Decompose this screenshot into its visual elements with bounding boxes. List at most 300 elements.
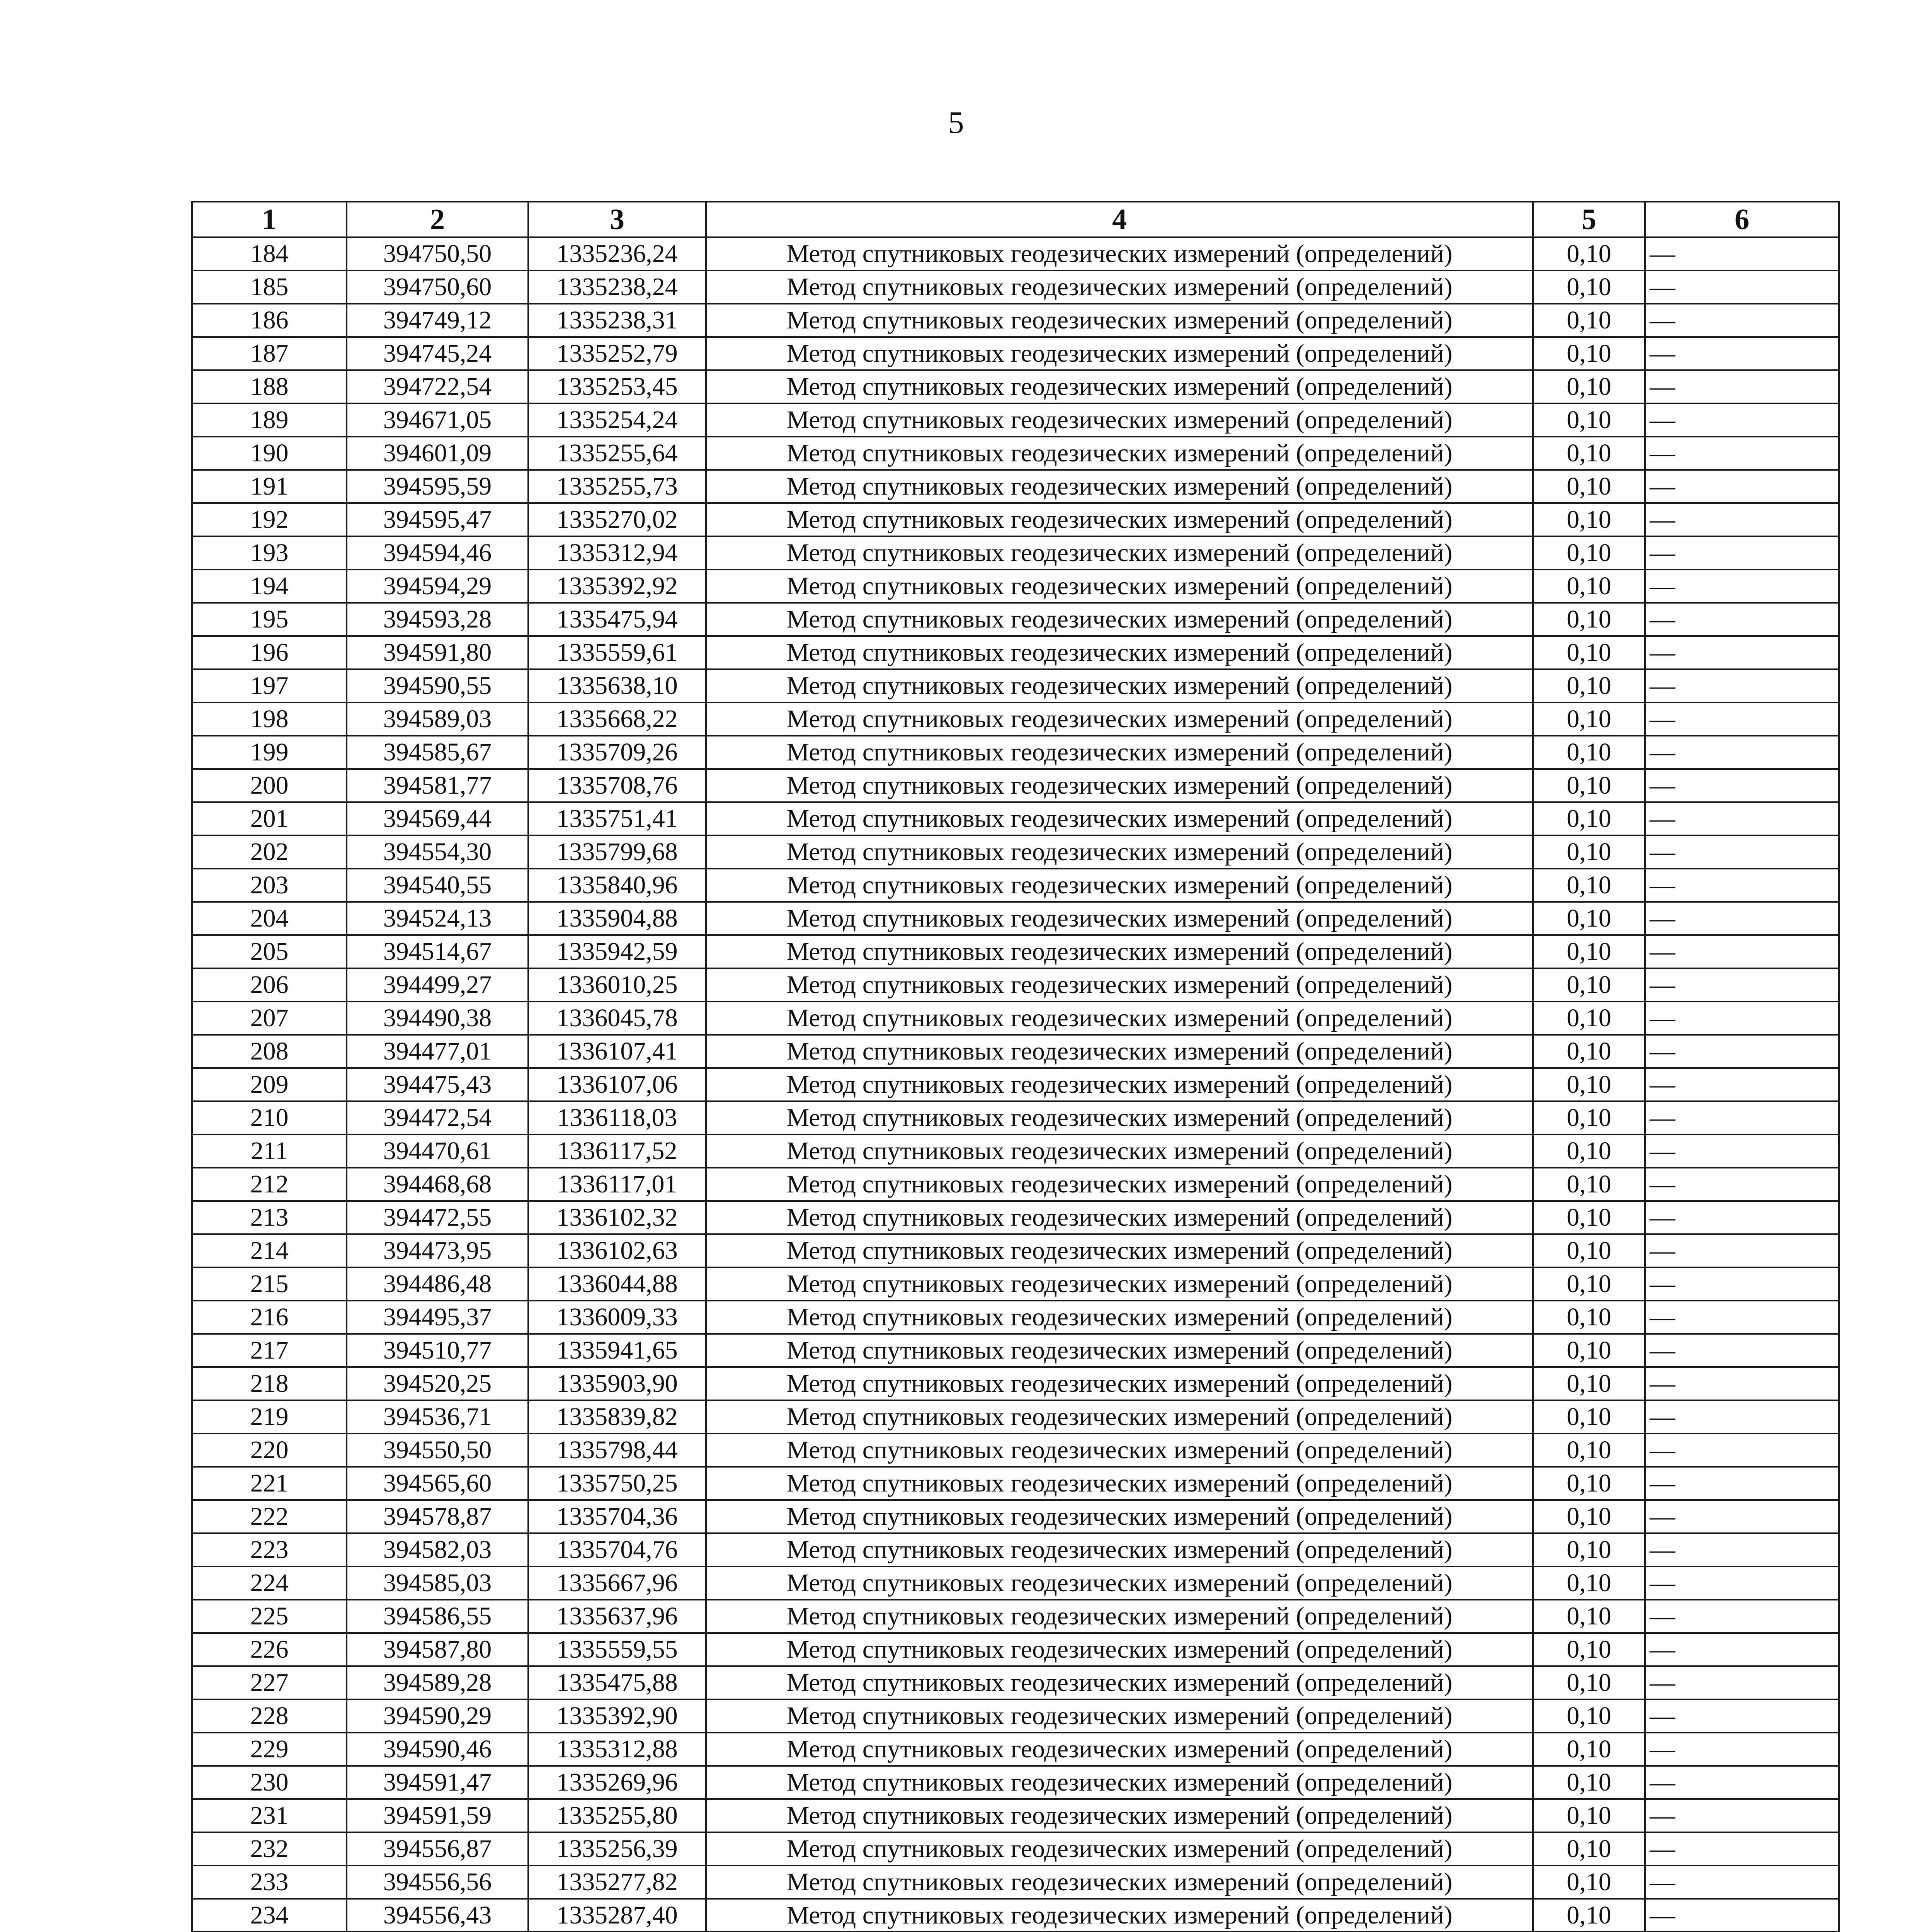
method-cell: Метод спутниковых геодезических измерений (определений) <box>706 1035 1533 1068</box>
table-row <box>192 1633 1839 1666</box>
method-cell: Метод спутниковых геодезических измерений (определений) <box>706 1766 1533 1799</box>
table-row <box>192 869 1839 902</box>
description-cell: — <box>1645 1766 1839 1799</box>
description-cell: — <box>1645 370 1839 403</box>
accuracy-cell: 0,10 <box>1533 1101 1645 1134</box>
point-number-cell: 205 <box>192 935 347 968</box>
table-body <box>192 237 1839 1932</box>
method-cell: Метод спутниковых геодезических измерений (определений) <box>706 370 1533 403</box>
method-cell: Метод спутниковых геодезических измерений (определений) <box>706 802 1533 835</box>
x-coordinate-cell: 394524,13 <box>347 902 528 935</box>
description-cell: — <box>1645 1699 1839 1733</box>
x-coordinate-cell: 394586,55 <box>347 1600 528 1633</box>
accuracy-cell: 0,10 <box>1533 1899 1645 1932</box>
method-cell: Метод спутниковых геодезических измерений (определений) <box>706 1002 1533 1035</box>
table-row <box>192 1799 1839 1832</box>
accuracy-cell: 0,10 <box>1533 835 1645 869</box>
description-cell: — <box>1645 1799 1839 1832</box>
point-number-cell: 220 <box>192 1434 347 1467</box>
accuracy-cell: 0,10 <box>1533 968 1645 1002</box>
table-row <box>192 304 1839 337</box>
x-coordinate-cell: 394585,67 <box>347 736 528 769</box>
point-number-cell: 217 <box>192 1334 347 1367</box>
point-number-cell: 194 <box>192 570 347 603</box>
accuracy-cell: 0,10 <box>1533 1434 1645 1467</box>
method-cell: Метод спутниковых геодезических измерений (определений) <box>706 1101 1533 1134</box>
method-cell: Метод спутниковых геодезических измерений (определений) <box>706 570 1533 603</box>
accuracy-cell: 0,10 <box>1533 270 1645 304</box>
description-cell: — <box>1645 669 1839 702</box>
header-row <box>192 202 1839 237</box>
point-number-cell: 227 <box>192 1666 347 1699</box>
description-cell: — <box>1645 503 1839 536</box>
table-row <box>192 1467 1839 1500</box>
description-cell: — <box>1645 1600 1839 1633</box>
point-number-cell: 190 <box>192 437 347 470</box>
point-number-cell: 186 <box>192 304 347 337</box>
table-row <box>192 237 1839 270</box>
y-coordinate-cell: 1335269,96 <box>528 1766 706 1799</box>
x-coordinate-cell: 394589,28 <box>347 1666 528 1699</box>
x-coordinate-cell: 394490,38 <box>347 1002 528 1035</box>
table-row <box>192 835 1839 869</box>
x-coordinate-cell: 394477,01 <box>347 1035 528 1068</box>
point-number-cell: 188 <box>192 370 347 403</box>
method-cell: Метод спутниковых геодезических измерений (определений) <box>706 1434 1533 1467</box>
method-cell: Метод спутниковых геодезических измерений (определений) <box>706 1866 1533 1899</box>
table-row <box>192 968 1839 1002</box>
y-coordinate-cell: 1335903,90 <box>528 1367 706 1400</box>
header-col-5: 5 <box>1533 202 1645 237</box>
point-number-cell: 197 <box>192 669 347 702</box>
table-row <box>192 1866 1839 1899</box>
accuracy-cell: 0,10 <box>1533 1866 1645 1899</box>
accuracy-cell: 0,10 <box>1533 237 1645 270</box>
y-coordinate-cell: 1336117,52 <box>528 1134 706 1168</box>
y-coordinate-cell: 1335312,94 <box>528 536 706 570</box>
x-coordinate-cell: 394750,50 <box>347 237 528 270</box>
point-number-cell: 226 <box>192 1633 347 1666</box>
x-coordinate-cell: 394486,48 <box>347 1267 528 1301</box>
point-number-cell: 200 <box>192 769 347 802</box>
method-cell: Метод спутниковых геодезических измерений (определений) <box>706 902 1533 935</box>
method-cell: Метод спутниковых геодезических измерений (определений) <box>706 1533 1533 1566</box>
point-number-cell: 195 <box>192 603 347 636</box>
description-cell: — <box>1645 1168 1839 1201</box>
accuracy-cell: 0,10 <box>1533 736 1645 769</box>
accuracy-cell: 0,10 <box>1533 1134 1645 1168</box>
table-row <box>192 1533 1839 1566</box>
point-number-cell: 213 <box>192 1201 347 1234</box>
description-cell: — <box>1645 304 1839 337</box>
point-number-cell: 185 <box>192 270 347 304</box>
point-number-cell: 234 <box>192 1899 347 1932</box>
accuracy-cell: 0,10 <box>1533 935 1645 968</box>
method-cell: Метод спутниковых геодезических измерений (определений) <box>706 935 1533 968</box>
y-coordinate-cell: 1335559,55 <box>528 1633 706 1666</box>
point-number-cell: 207 <box>192 1002 347 1035</box>
x-coordinate-cell: 394585,03 <box>347 1566 528 1600</box>
method-cell: Метод спутниковых геодезических измерений (определений) <box>706 702 1533 736</box>
x-coordinate-cell: 394722,54 <box>347 370 528 403</box>
accuracy-cell: 0,10 <box>1533 1467 1645 1500</box>
method-cell: Метод спутниковых геодезических измерений (определений) <box>706 437 1533 470</box>
table-row <box>192 1832 1839 1866</box>
x-coordinate-cell: 394594,46 <box>347 536 528 570</box>
y-coordinate-cell: 1335840,96 <box>528 869 706 902</box>
y-coordinate-cell: 1335750,25 <box>528 1467 706 1500</box>
table-row <box>192 1068 1839 1101</box>
description-cell: — <box>1645 869 1839 902</box>
method-cell: Метод спутниковых геодезических измерений (определений) <box>706 1566 1533 1600</box>
y-coordinate-cell: 1335668,22 <box>528 702 706 736</box>
y-coordinate-cell: 1335256,39 <box>528 1832 706 1866</box>
x-coordinate-cell: 394590,55 <box>347 669 528 702</box>
description-cell: — <box>1645 536 1839 570</box>
y-coordinate-cell: 1335798,44 <box>528 1434 706 1467</box>
table-row <box>192 1134 1839 1168</box>
table-row <box>192 570 1839 603</box>
x-coordinate-cell: 394578,87 <box>347 1500 528 1533</box>
x-coordinate-cell: 394472,55 <box>347 1201 528 1234</box>
y-coordinate-cell: 1335254,24 <box>528 403 706 437</box>
x-coordinate-cell: 394556,56 <box>347 1866 528 1899</box>
method-cell: Метод спутниковых геодезических измерений (определений) <box>706 470 1533 503</box>
accuracy-cell: 0,10 <box>1533 403 1645 437</box>
point-number-cell: 230 <box>192 1766 347 1799</box>
description-cell: — <box>1645 1134 1839 1168</box>
point-number-cell: 192 <box>192 503 347 536</box>
y-coordinate-cell: 1336102,32 <box>528 1201 706 1234</box>
x-coordinate-cell: 394514,67 <box>347 935 528 968</box>
table-row <box>192 536 1839 570</box>
table-row <box>192 1234 1839 1267</box>
x-coordinate-cell: 394589,03 <box>347 702 528 736</box>
accuracy-cell: 0,10 <box>1533 636 1645 669</box>
description-cell: — <box>1645 1267 1839 1301</box>
y-coordinate-cell: 1335252,79 <box>528 337 706 370</box>
table-row <box>192 270 1839 304</box>
accuracy-cell: 0,10 <box>1533 1068 1645 1101</box>
description-cell: — <box>1645 1467 1839 1500</box>
y-coordinate-cell: 1335667,96 <box>528 1566 706 1600</box>
accuracy-cell: 0,10 <box>1533 1234 1645 1267</box>
y-coordinate-cell: 1335255,80 <box>528 1799 706 1832</box>
table-row <box>192 503 1839 536</box>
y-coordinate-cell: 1335270,02 <box>528 503 706 536</box>
point-number-cell: 204 <box>192 902 347 935</box>
method-cell: Метод спутниковых геодезических измерений (определений) <box>706 403 1533 437</box>
y-coordinate-cell: 1336117,01 <box>528 1168 706 1201</box>
header-col-4: 4 <box>706 202 1533 237</box>
y-coordinate-cell: 1335312,88 <box>528 1733 706 1766</box>
x-coordinate-cell: 394587,80 <box>347 1633 528 1666</box>
table-row <box>192 769 1839 802</box>
point-number-cell: 210 <box>192 1101 347 1134</box>
y-coordinate-cell: 1335904,88 <box>528 902 706 935</box>
page-number: 5 <box>948 105 964 140</box>
point-number-cell: 199 <box>192 736 347 769</box>
point-number-cell: 191 <box>192 470 347 503</box>
description-cell: — <box>1645 570 1839 603</box>
point-number-cell: 218 <box>192 1367 347 1400</box>
point-number-cell: 228 <box>192 1699 347 1733</box>
x-coordinate-cell: 394536,71 <box>347 1400 528 1434</box>
point-number-cell: 233 <box>192 1866 347 1899</box>
x-coordinate-cell: 394594,29 <box>347 570 528 603</box>
accuracy-cell: 0,10 <box>1533 1766 1645 1799</box>
accuracy-cell: 0,10 <box>1533 1566 1645 1600</box>
description-cell: — <box>1645 1367 1839 1400</box>
description-cell: — <box>1645 237 1839 270</box>
accuracy-cell: 0,10 <box>1533 1533 1645 1566</box>
description-cell: — <box>1645 1633 1839 1666</box>
method-cell: Метод спутниковых геодезических измерений (определений) <box>706 869 1533 902</box>
x-coordinate-cell: 394745,24 <box>347 337 528 370</box>
table-row <box>192 470 1839 503</box>
description-cell: — <box>1645 1566 1839 1600</box>
table-row <box>192 403 1839 437</box>
accuracy-cell: 0,10 <box>1533 1500 1645 1533</box>
y-coordinate-cell: 1335392,90 <box>528 1699 706 1733</box>
accuracy-cell: 0,10 <box>1533 769 1645 802</box>
table-row <box>192 935 1839 968</box>
description-cell: — <box>1645 1832 1839 1866</box>
point-number-cell: 208 <box>192 1035 347 1068</box>
accuracy-cell: 0,10 <box>1533 1832 1645 1866</box>
table-row <box>192 1500 1839 1533</box>
description-cell: — <box>1645 1400 1839 1434</box>
point-number-cell: 209 <box>192 1068 347 1101</box>
y-coordinate-cell: 1336107,41 <box>528 1035 706 1068</box>
x-coordinate-cell: 394550,50 <box>347 1434 528 1467</box>
description-cell: — <box>1645 935 1839 968</box>
table-row <box>192 902 1839 935</box>
accuracy-cell: 0,10 <box>1533 1699 1645 1733</box>
description-cell: — <box>1645 1434 1839 1467</box>
table-row <box>192 1334 1839 1367</box>
method-cell: Метод спутниковых геодезических измерений (определений) <box>706 503 1533 536</box>
point-number-cell: 219 <box>192 1400 347 1434</box>
method-cell: Метод спутниковых геодезических измерений (определений) <box>706 304 1533 337</box>
y-coordinate-cell: 1335637,96 <box>528 1600 706 1633</box>
x-coordinate-cell: 394495,37 <box>347 1301 528 1334</box>
y-coordinate-cell: 1336045,78 <box>528 1002 706 1035</box>
point-number-cell: 212 <box>192 1168 347 1201</box>
description-cell: — <box>1645 968 1839 1002</box>
accuracy-cell: 0,10 <box>1533 1799 1645 1832</box>
x-coordinate-cell: 394540,55 <box>347 869 528 902</box>
point-number-cell: 184 <box>192 237 347 270</box>
method-cell: Метод спутниковых геодезических измерений (определений) <box>706 1832 1533 1866</box>
table-row <box>192 1766 1839 1799</box>
accuracy-cell: 0,10 <box>1533 1301 1645 1334</box>
point-number-cell: 223 <box>192 1533 347 1566</box>
table-row <box>192 1733 1839 1766</box>
x-coordinate-cell: 394591,47 <box>347 1766 528 1799</box>
x-coordinate-cell: 394520,25 <box>347 1367 528 1400</box>
description-cell: — <box>1645 636 1839 669</box>
description-cell: — <box>1645 1201 1839 1234</box>
y-coordinate-cell: 1335253,45 <box>528 370 706 403</box>
y-coordinate-cell: 1335238,31 <box>528 304 706 337</box>
x-coordinate-cell: 394556,87 <box>347 1832 528 1866</box>
table-row <box>192 1201 1839 1234</box>
accuracy-cell: 0,10 <box>1533 337 1645 370</box>
method-cell: Метод спутниковых геодезических измерений (определений) <box>706 1733 1533 1766</box>
point-number-cell: 206 <box>192 968 347 1002</box>
table-row <box>192 1267 1839 1301</box>
y-coordinate-cell: 1335799,68 <box>528 835 706 869</box>
description-cell: — <box>1645 470 1839 503</box>
x-coordinate-cell: 394473,95 <box>347 1234 528 1267</box>
accuracy-cell: 0,10 <box>1533 1168 1645 1201</box>
table-row <box>192 669 1839 702</box>
y-coordinate-cell: 1335236,24 <box>528 237 706 270</box>
y-coordinate-cell: 1335709,26 <box>528 736 706 769</box>
x-coordinate-cell: 394750,60 <box>347 270 528 304</box>
x-coordinate-cell: 394590,29 <box>347 1699 528 1733</box>
y-coordinate-cell: 1335751,41 <box>528 802 706 835</box>
x-coordinate-cell: 394472,54 <box>347 1101 528 1134</box>
point-number-cell: 224 <box>192 1566 347 1600</box>
accuracy-cell: 0,10 <box>1533 1400 1645 1434</box>
x-coordinate-cell: 394749,12 <box>347 304 528 337</box>
accuracy-cell: 0,10 <box>1533 1002 1645 1035</box>
table-row <box>192 1400 1839 1434</box>
accuracy-cell: 0,10 <box>1533 370 1645 403</box>
x-coordinate-cell: 394591,59 <box>347 1799 528 1832</box>
description-cell: — <box>1645 337 1839 370</box>
accuracy-cell: 0,10 <box>1533 902 1645 935</box>
method-cell: Метод спутниковых геодезических измерений (определений) <box>706 1400 1533 1434</box>
method-cell: Метод спутниковых геодезических измерений (определений) <box>706 1799 1533 1832</box>
point-number-cell: 222 <box>192 1500 347 1533</box>
table-row <box>192 1899 1839 1932</box>
method-cell: Метод спутниковых геодезических измерений (определений) <box>706 1699 1533 1733</box>
accuracy-cell: 0,10 <box>1533 802 1645 835</box>
description-cell: — <box>1645 403 1839 437</box>
description-cell: — <box>1645 702 1839 736</box>
method-cell: Метод спутниковых геодезических измерений (определений) <box>706 603 1533 636</box>
method-cell: Метод спутниковых геодезических измерений (определений) <box>706 536 1533 570</box>
y-coordinate-cell: 1335255,64 <box>528 437 706 470</box>
accuracy-cell: 0,10 <box>1533 570 1645 603</box>
description-cell: — <box>1645 736 1839 769</box>
coordinates-table <box>191 201 1840 1932</box>
y-coordinate-cell: 1336102,63 <box>528 1234 706 1267</box>
x-coordinate-cell: 394593,28 <box>347 603 528 636</box>
accuracy-cell: 0,10 <box>1533 304 1645 337</box>
description-cell: — <box>1645 835 1839 869</box>
y-coordinate-cell: 1336107,06 <box>528 1068 706 1101</box>
table-row <box>192 603 1839 636</box>
point-number-cell: 216 <box>192 1301 347 1334</box>
method-cell: Метод спутниковых геодезических измерений (определений) <box>706 669 1533 702</box>
point-number-cell: 214 <box>192 1234 347 1267</box>
description-cell: — <box>1645 1068 1839 1101</box>
y-coordinate-cell: 1336118,03 <box>528 1101 706 1134</box>
method-cell: Метод спутниковых геодезических измерений (определений) <box>706 1168 1533 1201</box>
table-row <box>192 736 1839 769</box>
method-cell: Метод спутниковых геодезических измерений (определений) <box>706 1234 1533 1267</box>
description-cell: — <box>1645 437 1839 470</box>
point-number-cell: 202 <box>192 835 347 869</box>
x-coordinate-cell: 394595,59 <box>347 470 528 503</box>
method-cell: Метод спутниковых геодезических измерений (определений) <box>706 1267 1533 1301</box>
point-number-cell: 231 <box>192 1799 347 1832</box>
method-cell: Метод спутниковых геодезических измерений (определений) <box>706 337 1533 370</box>
accuracy-cell: 0,10 <box>1533 1035 1645 1068</box>
table-row <box>192 1002 1839 1035</box>
table-row <box>192 1367 1839 1400</box>
table-row <box>192 1101 1839 1134</box>
method-cell: Метод спутниковых геодезических измерений (определений) <box>706 968 1533 1002</box>
y-coordinate-cell: 1336010,25 <box>528 968 706 1002</box>
method-cell: Метод спутниковых геодезических измерений (определений) <box>706 1334 1533 1367</box>
accuracy-cell: 0,10 <box>1533 1334 1645 1367</box>
header-col-3: 3 <box>528 202 706 237</box>
accuracy-cell: 0,10 <box>1533 437 1645 470</box>
y-coordinate-cell: 1335287,40 <box>528 1899 706 1932</box>
y-coordinate-cell: 1335708,76 <box>528 769 706 802</box>
y-coordinate-cell: 1335942,59 <box>528 935 706 968</box>
table-row <box>192 702 1839 736</box>
description-cell: — <box>1645 603 1839 636</box>
table-row <box>192 1699 1839 1733</box>
header-col-6: 6 <box>1645 202 1839 237</box>
description-cell: — <box>1645 1666 1839 1699</box>
y-coordinate-cell: 1335392,92 <box>528 570 706 603</box>
method-cell: Метод спутниковых геодезических измерений (определений) <box>706 1367 1533 1400</box>
accuracy-cell: 0,10 <box>1533 1600 1645 1633</box>
x-coordinate-cell: 394671,05 <box>347 403 528 437</box>
accuracy-cell: 0,10 <box>1533 669 1645 702</box>
y-coordinate-cell: 1335475,88 <box>528 1666 706 1699</box>
x-coordinate-cell: 394468,68 <box>347 1168 528 1201</box>
description-cell: — <box>1645 1334 1839 1367</box>
y-coordinate-cell: 1335941,65 <box>528 1334 706 1367</box>
x-coordinate-cell: 394499,27 <box>347 968 528 1002</box>
method-cell: Метод спутниковых геодезических измерений (определений) <box>706 636 1533 669</box>
method-cell: Метод спутниковых геодезических измерений (определений) <box>706 1666 1533 1699</box>
description-cell: — <box>1645 902 1839 935</box>
point-number-cell: 198 <box>192 702 347 736</box>
description-cell: — <box>1645 1101 1839 1134</box>
y-coordinate-cell: 1335559,61 <box>528 636 706 669</box>
description-cell: — <box>1645 1866 1839 1899</box>
table-row <box>192 1168 1839 1201</box>
header-col-1: 1 <box>192 202 347 237</box>
accuracy-cell: 0,10 <box>1533 1201 1645 1234</box>
accuracy-cell: 0,10 <box>1533 1267 1645 1301</box>
method-cell: Метод спутниковых геодезических измерений (определений) <box>706 1068 1533 1101</box>
table-row <box>192 636 1839 669</box>
method-cell: Метод спутниковых геодезических измерений (определений) <box>706 835 1533 869</box>
point-number-cell: 221 <box>192 1467 347 1500</box>
x-coordinate-cell: 394581,77 <box>347 769 528 802</box>
x-coordinate-cell: 394470,61 <box>347 1134 528 1168</box>
y-coordinate-cell: 1335704,76 <box>528 1533 706 1566</box>
description-cell: — <box>1645 1234 1839 1267</box>
method-cell: Метод спутниковых геодезических измерений (определений) <box>706 736 1533 769</box>
table-row <box>192 1666 1839 1699</box>
table-row <box>192 1434 1839 1467</box>
description-cell: — <box>1645 1301 1839 1334</box>
point-number-cell: 193 <box>192 536 347 570</box>
x-coordinate-cell: 394591,80 <box>347 636 528 669</box>
table-row <box>192 437 1839 470</box>
